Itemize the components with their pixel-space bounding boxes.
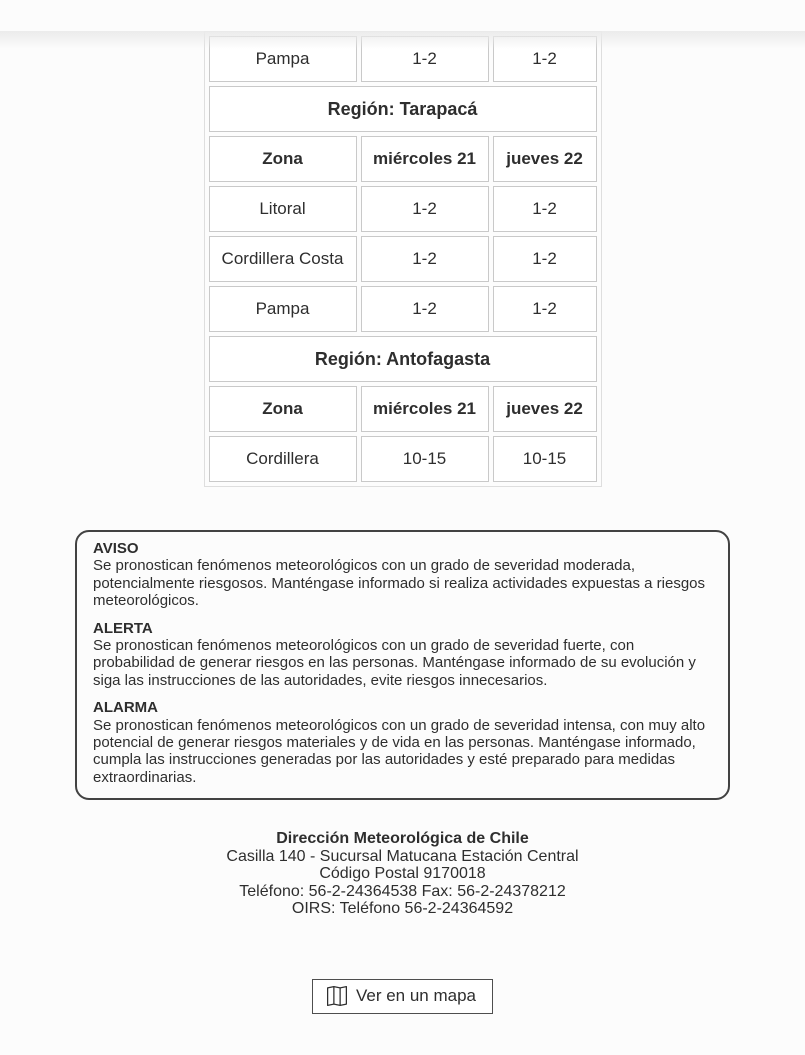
warning-text-aviso: Se pronostican fenómenos meteorológicos con un grado de severidad moderada, potencialmente riesgosos. Manténgase informado si realiza actividades expuestas a riesgos meteorológicos. — [93, 557, 706, 610]
value-cell: 1-2 — [493, 36, 597, 82]
column-header-miercoles: miércoles 21 — [361, 136, 489, 182]
organization-name: Dirección Meteorológica de Chile — [276, 830, 529, 848]
column-header-miercoles: miércoles 21 — [361, 386, 489, 432]
table-row — [209, 236, 597, 282]
value-cell: 1-2 — [361, 236, 489, 282]
region-title: Región: Antofagasta — [209, 336, 597, 382]
region-header-row — [209, 86, 597, 132]
zone-cell: Cordillera Costa — [209, 236, 357, 282]
warning-title-alarma: ALARMA — [93, 699, 158, 717]
warning-section-alerta — [93, 620, 712, 690]
view-on-map-button[interactable] — [312, 979, 493, 1014]
warning-title-aviso: AVISO — [93, 540, 139, 557]
column-header-row — [209, 386, 597, 432]
value-cell: 10-15 — [493, 436, 597, 482]
warning-definitions-box — [75, 530, 730, 800]
value-cell: 1-2 — [361, 36, 489, 82]
table-row — [209, 436, 597, 482]
column-header-row — [209, 136, 597, 182]
value-cell: 1-2 — [361, 286, 489, 332]
forecast-table — [204, 31, 602, 487]
postal-code-line: Código Postal 9170018 — [319, 865, 486, 883]
contact-block — [0, 830, 805, 918]
warning-title-alerta: ALERTA — [93, 619, 153, 637]
warning-text-alerta: Se pronostican fenómenos meteorológicos con un grado de severidad fuerte, con probabilidad de generar riesgos en las personas. Manténgase informado de su evolución y siga las instrucciones de las autoridades, evite riesgos innecesarios. — [93, 636, 696, 689]
column-header-zona: Zona — [209, 136, 357, 182]
zone-cell: Pampa — [209, 36, 357, 82]
zone-cell: Pampa — [209, 286, 357, 332]
value-cell: 1-2 — [493, 286, 597, 332]
column-header-jueves: jueves 22 — [493, 386, 597, 432]
table-row — [209, 186, 597, 232]
column-header-jueves: jueves 22 — [493, 136, 597, 182]
warning-text-alarma: Se pronostican fenómenos meteorológicos con un grado de severidad intensa, con muy alto potencial de generar riesgos materiales y de vida en las personas. Manténgase informado, cumpla las instrucciones generadas por las autoridades y esté preparado para medidas extraordinarias. — [93, 716, 706, 786]
region-header-row — [209, 336, 597, 382]
map-icon — [327, 986, 347, 1006]
value-cell: 1-2 — [493, 186, 597, 232]
value-cell: 1-2 — [493, 236, 597, 282]
warning-section-alarma — [93, 699, 712, 786]
phone-fax-line: Teléfono: 56-2-24364538 Fax: 56-2-24378212 — [239, 882, 566, 900]
table-row — [209, 36, 597, 82]
warning-section-aviso — [93, 540, 712, 610]
address-line: Casilla 140 - Sucursal Matucana Estación Central — [226, 847, 579, 865]
zone-cell: Cordillera — [209, 436, 357, 482]
region-title: Región: Tarapacá — [209, 86, 597, 132]
value-cell: 10-15 — [361, 436, 489, 482]
oirs-phone-line: OIRS: Teléfono 56-2-24364592 — [291, 900, 514, 918]
value-cell: 1-2 — [361, 186, 489, 232]
map-button-label: Ver en un mapa — [355, 986, 477, 1006]
zone-cell: Litoral — [209, 186, 357, 232]
column-header-zona: Zona — [209, 386, 357, 432]
table-row — [209, 286, 597, 332]
